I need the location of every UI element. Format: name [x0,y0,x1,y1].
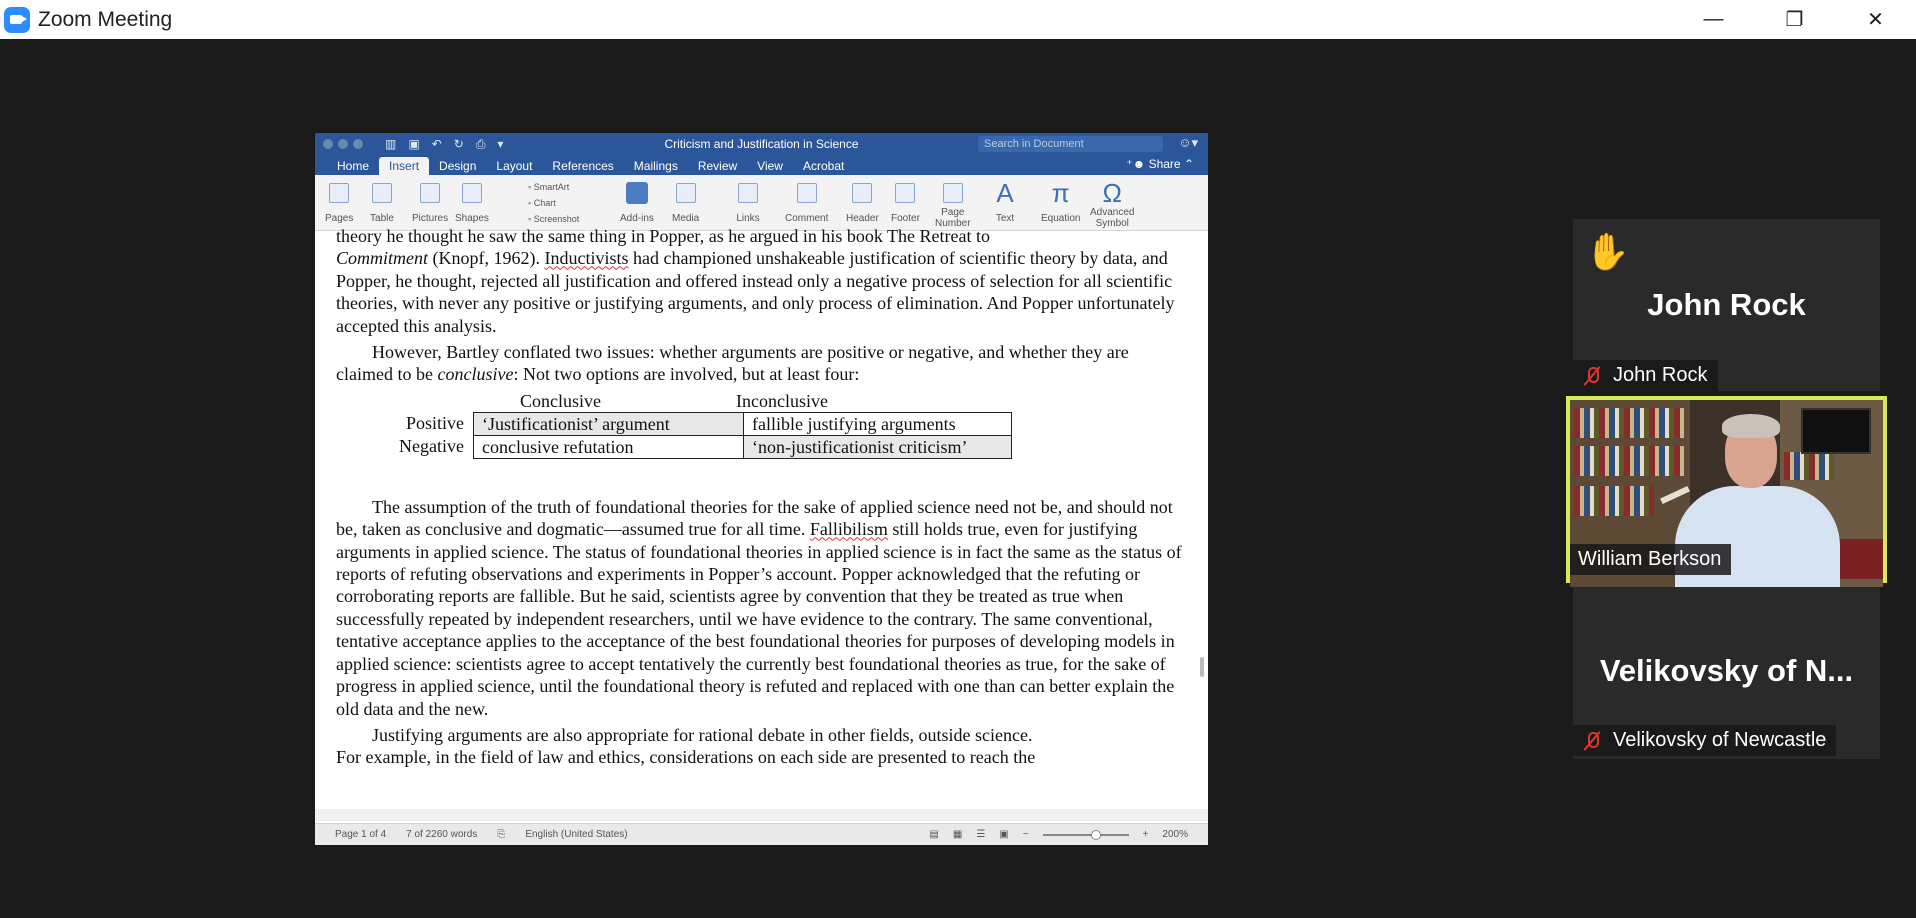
screenshot-button[interactable]: ▪ Screenshot [528,211,579,227]
save-icon[interactable]: ▣ [408,136,420,151]
print-layout-icon[interactable]: ▣ [999,829,1009,840]
zoom-logo-icon [4,7,30,33]
italic-commitment: Commitment [336,248,428,269]
addins-button[interactable] [620,181,654,224]
page-number-label-2: Number [935,218,971,229]
italic-conclusive: conclusive [437,364,514,385]
links-icon [735,181,761,205]
print-icon[interactable]: ⎙ [475,136,486,151]
table-icon [369,181,395,205]
shapes-icon [459,181,485,205]
document-title: Criticism and Justification in Science [664,137,859,151]
participant-label-text: William Berkson [1578,548,1722,570]
table-row-label-positive: Positive [405,412,464,433]
shared-screen-word-window[interactable] [315,133,1208,845]
p3-text-a: The assumption of the truth of foundational theories for the sake of applied science need not be, and should not be, taken as conclusive and dogmatic—assumed true for all time. [336,496,1173,540]
vertical-scroll-thumb[interactable] [1200,657,1204,677]
document-body [336,225,1186,769]
shapes-label: Shapes [455,213,489,224]
p1-text-a: (Knopf, 1962). [428,248,545,269]
share-label: Share [1148,157,1181,171]
outline-view-icon[interactable]: ☰ [976,829,986,840]
participant-hair [1722,414,1780,438]
page-number-button[interactable] [935,181,971,229]
horizontal-scrollbar[interactable] [315,809,1208,821]
tab-mailings[interactable]: Mailings [633,159,678,173]
p1-text-b: had championed unshakeable justification of scientific theory by data, and Popper, he thought, rejected all justification and offered instead only a negative process of selection for all scientific theories, with never any positive or justifying arguments, and only process of elimination. And Popper unfortunately accepted this analysis. [336,248,1175,336]
traffic-lights [323,139,363,149]
books [1574,446,1684,476]
pictures-label: Pictures [412,213,449,224]
word-count[interactable]: 7 of 2260 words [406,829,478,840]
footer-icon [892,181,918,205]
window-title: Zoom Meeting [38,7,173,31]
links-button[interactable] [735,181,761,224]
chart-button[interactable]: ▪ Chart [528,195,579,211]
media-icon [673,181,699,205]
minimize-button[interactable]: — [1703,8,1724,30]
addins-icon [624,181,650,205]
pictures-icon [417,181,443,205]
text-button[interactable] [992,178,1018,224]
p2-text-a: However, Bartley conflated two issues: whether arguments are positive or negative, and whether they are claimed to be [336,342,1129,385]
customize-icon[interactable]: ▾ [497,136,504,151]
undo-icon[interactable]: ↶ [431,136,442,151]
paragraph-top-line: theory he thought he saw the same thing in Popper, as he argued in his book The Retreat to [336,226,990,246]
tab-review[interactable]: Review [697,159,738,173]
equation-icon: π [1051,178,1070,208]
feedback-smiley-icon[interactable]: ☺▾ [1178,135,1198,150]
zoom-level[interactable]: 200% [1162,829,1188,840]
paragraph-1 [336,247,1186,337]
text-icon: A [996,178,1014,208]
addins-label: Add-ins [620,213,654,224]
spelling-flag-inductivists[interactable]: Inductivists [544,248,629,269]
search-document-input[interactable]: Search in Document [978,136,1163,152]
page-count[interactable]: Page 1 of 4 [335,829,387,840]
tab-home[interactable]: Home [337,159,370,173]
books [1784,452,1834,480]
footer-button[interactable] [891,181,920,224]
web-layout-icon[interactable]: ▦ [952,829,963,840]
ribbon-tabs [315,155,1208,175]
document-canvas[interactable] [315,226,1208,809]
minimize-dot-icon[interactable] [338,139,348,149]
paragraph-3 [336,496,1186,720]
spelling-flag-fallibilism[interactable]: Fallibilism [809,519,888,540]
table-cell[interactable]: fallible justifying arguments [744,412,1012,435]
paragraph-2 [336,341,1186,386]
pictures-button[interactable] [412,181,448,224]
participant-label-text: Velikovsky of Newcastle [1613,729,1827,751]
focus-view-icon[interactable]: ▤ [929,829,939,840]
participant-name-label [1573,725,1836,756]
participant-label-text: John Rock [1613,364,1708,386]
raised-hand-icon: ✋ [1585,231,1630,272]
participant-tile-william-berkson[interactable] [1566,396,1887,583]
close-button[interactable]: ✕ [1867,9,1884,31]
tab-view[interactable]: View [757,159,783,173]
mic-muted-icon [1581,730,1603,752]
footer-label: Footer [891,213,920,224]
tab-design[interactable]: Design [439,159,477,173]
participant-name-label [1573,360,1718,391]
view-controls [929,829,1188,840]
comment-icon [794,181,820,205]
table-cell[interactable]: conclusive refutation [474,435,744,458]
participant-tile-velikovsky[interactable] [1573,587,1880,759]
table-header-inconclusive: Inconclusive [736,390,828,411]
tab-acrobat[interactable]: Acrobat [802,159,845,173]
paragraph-4: Justifying arguments are also appropriate for rational debate in other fields, outside science. [372,724,1033,745]
pages-label: Pages [325,213,354,224]
smartart-button[interactable]: ▪ SmartArt [528,179,579,195]
table-cell[interactable]: ‘non-justificationist criticism’ [744,435,1012,458]
language-status[interactable]: English (United States) [525,829,628,840]
participant-display-name: John Rock [1647,287,1806,322]
table-row [474,412,1012,435]
participant-body [1675,486,1840,596]
page-number-icon [940,181,966,205]
text-label: Text [995,213,1015,224]
restore-button[interactable]: ❐ [1785,9,1804,31]
word-titlebar [315,133,1208,155]
insert-ribbon [315,175,1208,231]
comment-button[interactable] [785,181,828,224]
word-status-bar [315,823,1208,845]
pages-icon [326,181,352,205]
advanced-label-1: Advanced [1090,207,1135,218]
quick-access-toolbar [385,137,503,152]
share-button[interactable]: ⁺☻ Share ⌃ [1126,157,1194,171]
table-row [474,435,1012,458]
advanced-label-2: Symbol [1095,218,1129,229]
tab-insert[interactable]: Insert [379,157,429,175]
close-dot-icon[interactable] [323,139,333,149]
omega-icon: Ω [1102,178,1122,208]
header-label: Header [846,213,879,224]
tv [1801,408,1871,454]
zoom-out-button[interactable]: − [1022,829,1029,840]
add-person-icon: ⁺☻ [1126,157,1149,171]
media-label: Media [672,213,700,224]
pages-button[interactable] [325,181,353,224]
window-controls [1673,0,1916,39]
table-button[interactable] [369,181,395,224]
sidebar-toggle-icon[interactable]: ▥ [385,136,397,151]
shapes-button[interactable] [455,181,489,224]
links-label: Links [736,213,760,224]
participant-name-label [1570,544,1731,575]
participant-tile-john-rock[interactable] [1573,219,1880,391]
p3-text-b: still holds true, even for justifying arguments in applied science. The status of foundational theories in applied science is in fact the same as the status of reports of refuting observations and experiments in Popper’s account. Popper acknowledged that the refuting or corroborating reports are fallible. But he said, scientists agree by convention that they be treated as true when successfully repeated by independent researchers, until we have evidence to the contrary. The same conventional, tentative acceptance applies to the acceptance of the best foundational theories for purposes of developing models in applied science: scientists agree to accept tentatively the currently best foundational theories as true, for the sake of progress in applied science, until the foundational theory is refuted and replaced with one than can better explain the old data and the new. [336,519,1182,719]
table-header-conclusive: Conclusive [520,390,601,411]
media-button[interactable] [672,181,699,224]
tab-references[interactable]: References [552,159,614,173]
argument-table-block [336,390,1186,487]
paragraph-5: For example, in the field of law and ethics, considerations on each side are presented to reach the [336,747,1036,768]
zoom-slider[interactable] [1043,834,1129,836]
mic-muted-icon [1581,365,1603,387]
tab-layout[interactable]: Layout [496,159,533,173]
table-label: Table [370,213,394,224]
comment-label: Comment [785,213,829,224]
participant-display-name: Velikovsky of N... [1599,653,1854,688]
zoom-titlebar [0,0,1916,39]
equation-label: Equation [1041,213,1081,224]
header-button[interactable] [846,181,879,224]
zoom-dot-icon[interactable] [353,139,363,149]
redo-icon[interactable]: ↻ [453,136,464,151]
header-icon [849,181,875,205]
argument-table[interactable] [473,412,1012,459]
advanced-symbol-button[interactable] [1090,178,1135,229]
table-cell[interactable]: ‘Justificationist’ argument [474,412,744,435]
p2-text-b: : Not two options are involved, but at least four: [513,364,860,385]
books [1574,486,1654,516]
illustrations-small-group [528,179,579,227]
page-number-label-1: Page [941,207,965,218]
books [1574,408,1684,438]
equation-button[interactable] [1041,178,1081,224]
zoom-in-button[interactable]: + [1142,829,1149,840]
proofing-icon[interactable]: ⎘ [497,829,506,840]
table-row-label-negative: Negative [399,435,464,456]
